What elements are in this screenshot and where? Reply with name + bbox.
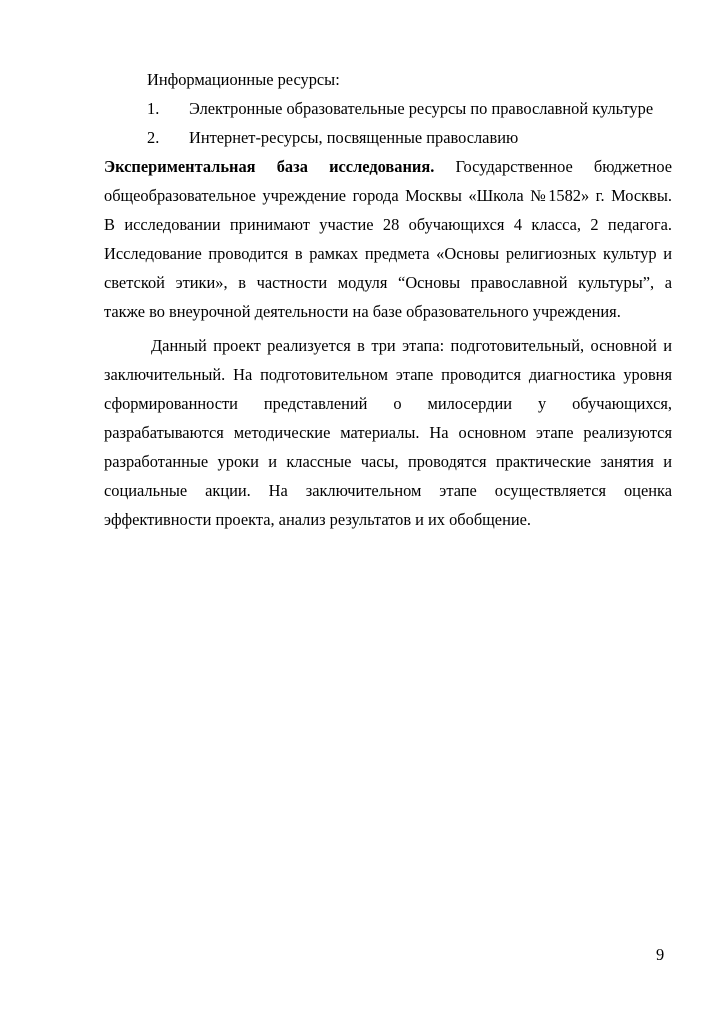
- paragraph-line: социальные акции. На заключительном этапе осуществляется оценка: [104, 481, 672, 500]
- paragraph-line: разработанные уроки и классные часы, проводятся практические занятия и: [104, 452, 672, 471]
- paragraph-line: эффективности проекта, анализ результатов и их обобщение.: [104, 510, 531, 529]
- paragraph-line: В исследовании принимают участие 28 обучающихся 4 класса, 2 педагога.: [104, 215, 672, 234]
- paragraph-line: сформированности представлений о милосердии у обучающихся,: [104, 394, 672, 413]
- list-item-number: 2.: [147, 128, 160, 147]
- list-item-number: 1.: [147, 99, 160, 118]
- paragraph-line: также во внеурочной деятельности на базе образовательного учреждения.: [104, 302, 621, 321]
- paragraph-line: заключительный. На подготовительном этапе проводится диагностика уровня: [104, 365, 672, 384]
- list-item-text: Интернет-ресурсы, посвященные православию: [189, 128, 519, 147]
- paragraph-line: разрабатываются методические материалы. На основном этапе реализуются: [104, 423, 672, 442]
- paragraph-line: светской этики», в частности модуля “Основы православной культуры”, а: [104, 273, 672, 292]
- info-resources-heading: Информационные ресурсы:: [147, 70, 340, 89]
- paragraph-line: Исследование проводится в рамках предмета «Основы религиозных культур и: [104, 244, 672, 263]
- experimental-base-title: Экспериментальная база исследования.: [104, 157, 435, 176]
- list-item-text: Электронные образовательные ресурсы по православной культуре: [189, 99, 654, 118]
- paragraph-line: [104, 157, 672, 177]
- paragraph-line: Данный проект реализуется в три этапа: подготовительный, основной и: [151, 336, 672, 355]
- page-number: 9: [656, 945, 665, 964]
- paragraph-text: Государственное бюджетное: [455, 157, 672, 176]
- paragraph-line: общеобразовательное учреждение города Москвы «Школа №1582» г. Москвы.: [104, 186, 672, 205]
